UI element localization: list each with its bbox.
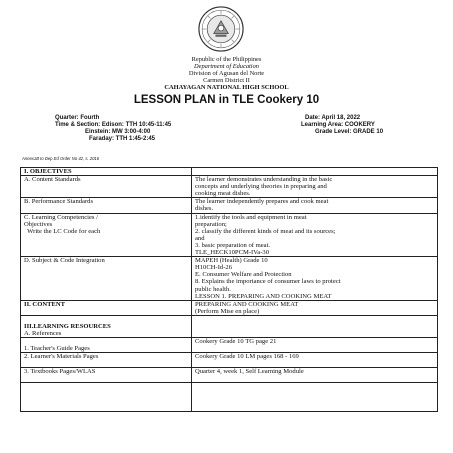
content-heading: II. CONTENT <box>21 300 192 315</box>
resources-cell <box>21 315 192 337</box>
table-row <box>21 383 438 412</box>
subject-code-label: D. Subject & Code Integration <box>21 257 192 301</box>
table-row <box>21 300 438 315</box>
textbooks-label: 3. Textbooks Pages/WLAS <box>21 368 192 383</box>
textbooks-value: Quarter 4, week 1, Self Learning Module <box>192 368 438 383</box>
deped-seal-logo <box>198 6 244 52</box>
page-title: LESSON PLAN in TLE Cookery 10 <box>133 94 320 106</box>
district-line: Carmen District II <box>203 77 250 84</box>
faraday-schedule-text: Faraday: TTH 1:45-2:45 <box>89 136 156 142</box>
einstein-schedule-text: Einstein: MW 3:00-4:00 <box>85 129 151 135</box>
resources-heading: III.LEARNING RESOURCES <box>24 322 111 330</box>
time-section-edison-text: Time & Section: Edison: TTH 10:45-11:45 <box>55 122 172 128</box>
quarter-text: Quarter: Fourth <box>55 115 100 121</box>
division-line: Division of Agusan del Norte <box>188 70 265 77</box>
teachers-guide-value: Cookery Grade 10 TG page 21 <box>192 338 438 353</box>
references-label: A. References <box>24 329 62 337</box>
competencies-value: 1.identify the tools and equipment in meat preparation; 2. classify the different kinds of meat and its sources; and 3. basic preparation of meat. TLE_HECK10PCM-IVa-30 <box>192 213 438 257</box>
learners-materials-label: 2. Learner's Materials Pages <box>21 353 192 368</box>
date-text: Date: April 18, 2022 <box>305 115 361 121</box>
competencies-label: C. Learning Competencies / Objectives Write the LC Code for each <box>21 213 192 257</box>
annex-note: Annex1B to Dep Ed Order No 42, s. 2016 <box>22 156 100 161</box>
subject-code-value: MAPEH (Health) Grade 10 H10CH-Id-26 E. Consumer Welfare and Protection 8. Explains the importance of consumer laws to protect public health. LESSON 1. PREPARING AND COOKING MEAT <box>192 257 438 301</box>
table-row <box>21 257 438 301</box>
content-standards-value: The learner demonstrates understanding in the basic concepts and underlying theories in preparing and cooking meat dishes. <box>192 176 438 198</box>
table-row <box>21 368 438 383</box>
table-row <box>21 198 438 213</box>
objectives-heading: I. OBJECTIVES <box>21 168 192 176</box>
content-standards-label: A. Content Standards <box>21 176 192 198</box>
learning-area-text: Learning Area: COOKERY <box>301 122 375 128</box>
learners-materials-value: Cookery Grade 10 LM pages 168 - 169 <box>192 353 438 368</box>
department-line: Department of Education <box>194 63 259 70</box>
table-row <box>21 168 438 176</box>
table-row <box>21 353 438 368</box>
lesson-plan-table <box>20 167 438 412</box>
table-row <box>21 315 438 337</box>
grade-level-text: Grade Level: GRADE 10 <box>315 129 384 135</box>
school-name: CAHAYAGAN NATIONAL HIGH SCHOOL <box>164 84 289 91</box>
performance-standards-label: B. Performance Standards <box>21 198 192 213</box>
republic-line: Republic of the Philippines <box>191 56 262 63</box>
table-row <box>21 338 438 353</box>
table-row <box>21 213 438 257</box>
table-row <box>21 176 438 198</box>
teachers-guide-label: 1. Teacher's Guide Pages <box>21 338 192 353</box>
performance-standards-value: The learner independently prepares and cook meat dishes. <box>192 198 438 213</box>
content-value: PREPARING AND COOKING MEAT (Perform Mise en place) <box>192 300 438 315</box>
